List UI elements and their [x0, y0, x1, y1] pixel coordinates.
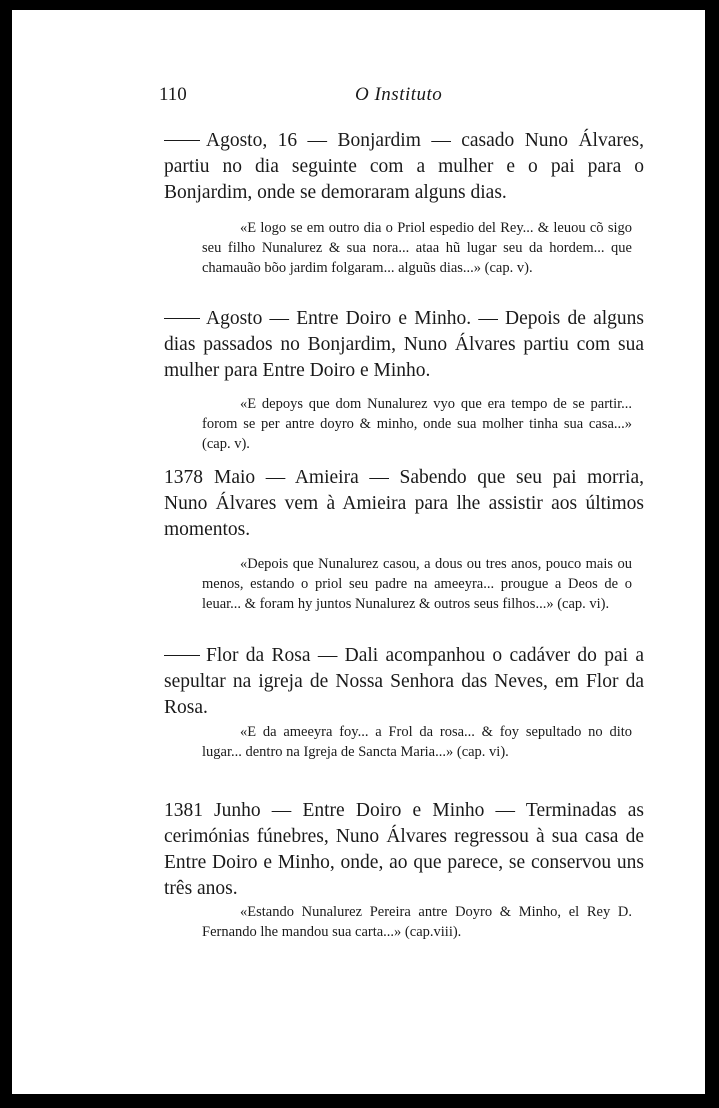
book-page — [12, 10, 705, 1094]
page-number: 110 — [159, 84, 187, 105]
source-quote: «Depois que Nunalurez casou, a dous ou tres anos, pouco mais ou menos, estando o priol seu padre na ameeyra... prougue a Deos de o leuar... & foram hy juntos Nunalurez & outros seus filhos...» (cap. vi). — [202, 556, 632, 612]
source-quote: «E logo se em outro dia o Priol espedio del Rey... & leuou cõ sigo seu filho Nunalurez & sua nora... ataa hũ lugar seu da hordem... que chamauão bõo jardim folgaram... alguũs dias...» (cap. v). — [202, 220, 632, 276]
entry-text: Agosto, 16 — Bonjardim — casado Nuno Álvares, partiu no dia seguinte com a mulher e o pai para o Bonjardim, onde se demoraram alguns dias. — [164, 130, 644, 203]
page-header — [159, 84, 579, 114]
source-quote: «E depoys que dom Nunalurez vyo que era tempo de se partir... forom se per antre doyro & minho, onde sua molher tinha sua casa...» (cap. v). — [202, 396, 632, 452]
source-quote: «E da ameeyra foy... a Frol da rosa... & foy sepultado no dito lugar... dentro na Igreja de Sancta Maria...» (cap. vi). — [202, 724, 632, 760]
chronology-entry — [164, 465, 644, 543]
source-quote: «Estando Nunalurez Pereira antre Doyro & Minho, el Rey D. Fernando lhe mandou sua carta...» (cap.viii). — [202, 904, 632, 940]
entry-lead — [164, 643, 204, 669]
ditto-dash — [164, 140, 200, 141]
ditto-dash — [164, 655, 200, 656]
running-title: O Instituto — [355, 84, 443, 105]
entry-text: Maio — Amieira — Sabendo que seu pai morria, Nuno Álvares vem à Amieira para lhe assistir aos últimos momentos. — [164, 467, 644, 540]
ditto-dash — [164, 318, 200, 319]
entry-lead — [164, 128, 204, 154]
chronology-entry — [164, 306, 644, 384]
entry-year: 1381 — [164, 800, 203, 821]
entry-text: Flor da Rosa — Dali acompanhou o cadáver do pai a sepultar na igreja de Nossa Senhora das Neves, em Flor da Rosa. — [164, 645, 644, 718]
entry-year: 1378 — [164, 467, 203, 488]
chronology-entry — [164, 128, 644, 206]
entry-text: Junho — Entre Doiro e Minho — Terminadas as cerimónias fúnebres, Nuno Álvares regressou à sua casa de Entre Doiro e Minho, onde, ao que parece, se conservou uns três anos. — [164, 800, 644, 899]
entry-text: Agosto — Entre Doiro e Minho. — Depois de alguns dias passados no Bonjardim, Nuno Álvares partiu com sua mulher para Entre Doiro e Minho. — [164, 308, 644, 381]
chronology-entry — [164, 798, 644, 902]
entry-lead — [164, 465, 214, 491]
chronology-entry — [164, 643, 644, 721]
entry-lead — [164, 306, 204, 332]
entry-lead — [164, 798, 214, 824]
